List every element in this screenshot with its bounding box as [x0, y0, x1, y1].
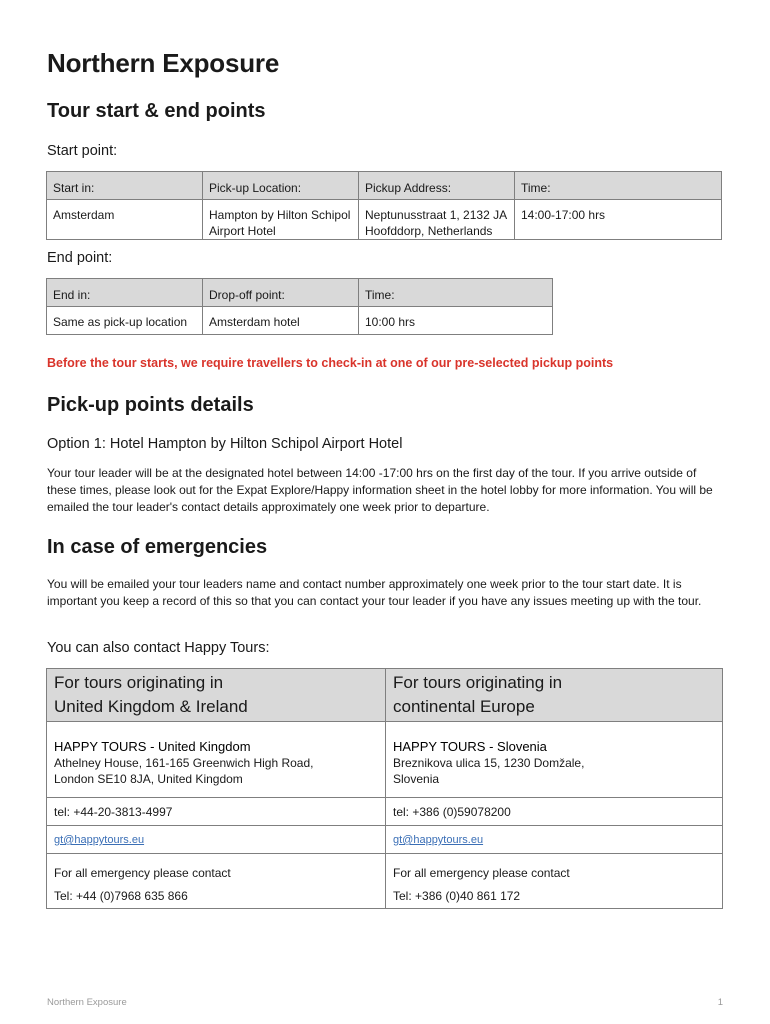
pickup-paragraph: Your tour leader will be at the designated hotel between 14:00 -17:00 hrs on the first day of the tour. If you arrive outside of these times, please look out for the Expat Explore/Happy information sheet in the hotel lobby for more information. You will be emailed the tour leader's contact details approximately one week prior to departure. — [47, 466, 713, 514]
contact-tel-uk: tel: +44-20-3813-4997 — [47, 798, 386, 826]
contact-emergency-row — [47, 854, 723, 909]
address-line: London SE10 8JA, United Kingdom — [54, 772, 243, 786]
checkin-notice: Before the tour starts, we require travellers to check-in at one of our pre-selected pickup points — [47, 356, 614, 370]
table-header-cell: Start in: — [47, 172, 203, 200]
section-heading-emergencies: In case of emergencies — [47, 536, 268, 558]
table-header-cell: Time: — [515, 172, 722, 200]
table-cell: Same as pick-up location — [47, 307, 203, 335]
emergency-label: For all emergency please contact — [393, 866, 570, 880]
option-title: Option 1: Hotel Hampton by Hilton Schipol Airport Hotel — [47, 436, 403, 452]
table-header-cell: End in: — [47, 279, 203, 307]
contact-header-line: continental Europe — [393, 697, 535, 716]
contact-tel-eu: tel: +386 (0)59078200 — [386, 798, 723, 826]
emergency-tel: Tel: +386 (0)40 861 172 — [393, 889, 521, 903]
table-cell: Hampton by Hilton Schipol Airport Hotel — [203, 200, 359, 240]
contact-address-uk — [47, 722, 386, 798]
table-row — [47, 307, 553, 335]
section-heading-pickup-details: Pick-up points details — [47, 394, 254, 416]
contact-header-line: For tours originating in — [393, 673, 563, 692]
table-cell: 10:00 hrs — [359, 307, 553, 335]
contact-email-cell — [47, 826, 386, 854]
contact-address-eu — [386, 722, 723, 798]
start-point-table — [46, 171, 722, 240]
table-header-cell: Drop-off point: — [203, 279, 359, 307]
contact-header-uk — [47, 669, 386, 722]
contact-email-cell — [386, 826, 723, 854]
table-header-row — [47, 172, 722, 200]
company-name: HAPPY TOURS - Slovenia — [393, 739, 547, 754]
email-link-uk[interactable]: gt@happytours.eu — [54, 834, 145, 846]
footer-title: Northern Exposure — [47, 997, 127, 1008]
contact-header-eu — [386, 669, 723, 722]
contact-emergency-eu — [386, 854, 723, 909]
table-cell: Neptunusstraat 1, 2132 JA Hoofddorp, Netherlands — [359, 200, 515, 240]
company-name: HAPPY TOURS - United Kingdom — [54, 739, 251, 754]
contact-tel-row — [47, 798, 723, 826]
emergency-paragraph: You will be emailed your tour leaders name and contact number approximately one week prior to the tour start date. It is important you keep a record of this so that you can contact your tour leader if you have any issues meeting up with the tour. — [47, 577, 702, 608]
email-link-eu[interactable]: gt@happytours.eu — [393, 834, 484, 846]
contact-header-line: United Kingdom & Ireland — [54, 697, 248, 716]
end-point-table — [46, 278, 553, 335]
table-header-cell: Time: — [359, 279, 553, 307]
emergency-label: For all emergency please contact — [54, 866, 231, 880]
address-line: Slovenia — [393, 772, 440, 786]
start-point-label: Start point: — [47, 143, 118, 159]
table-header-cell: Pick-up Location: — [203, 172, 359, 200]
contact-emergency-uk — [47, 854, 386, 909]
table-header-cell: Pickup Address: — [359, 172, 515, 200]
contact-table — [46, 668, 723, 909]
contact-header-line: For tours originating in — [54, 673, 224, 692]
contact-address-row — [47, 722, 723, 798]
address-line: Athelney House, 161-165 Greenwich High Road, — [54, 756, 314, 770]
contact-email-row — [47, 826, 723, 854]
table-cell: Amsterdam — [47, 200, 203, 240]
table-row — [47, 200, 722, 240]
section-heading-tour-points: Tour start & end points — [47, 100, 266, 122]
table-cell: 14:00-17:00 hrs — [515, 200, 722, 240]
contact-header-row — [47, 669, 723, 722]
table-cell: Amsterdam hotel — [203, 307, 359, 335]
page-number: 1 — [717, 997, 723, 1008]
document-title: Northern Exposure — [47, 48, 280, 78]
contact-label: You can also contact Happy Tours: — [47, 640, 270, 656]
address-line: Breznikova ulica 15, 1230 Domžale, — [393, 756, 585, 770]
emergency-tel: Tel: +44 (0)7968 635 866 — [54, 889, 188, 903]
table-header-row — [47, 279, 553, 307]
end-point-label: End point: — [47, 250, 113, 266]
